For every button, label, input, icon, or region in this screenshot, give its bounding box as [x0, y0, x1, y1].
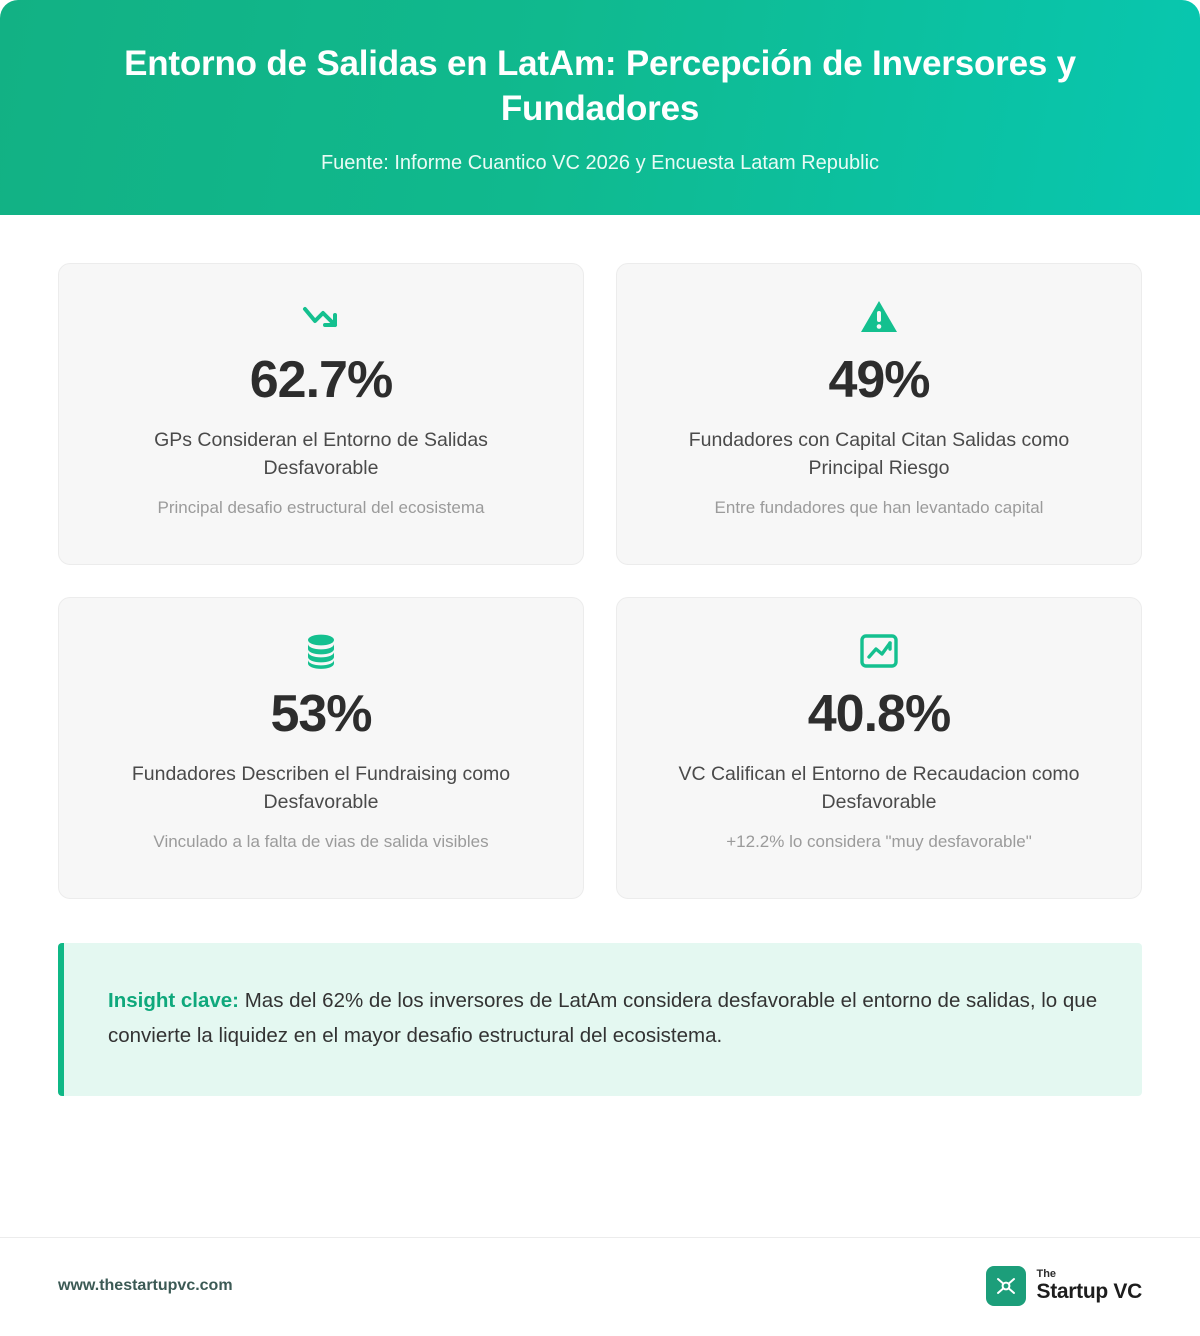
stat-card-grid [0, 215, 1200, 899]
stat-note: Vinculado a la falta de vias de salida visibles [153, 832, 489, 852]
page-title: Entorno de Salidas en LatAm: Percepción de Inversores y Fundadores [124, 44, 1076, 128]
footer-website-url[interactable]: www.thestartupvc.com [58, 1277, 233, 1294]
stat-card [58, 263, 584, 565]
insight-text [108, 983, 1098, 1055]
stat-value: 62.7% [249, 350, 393, 409]
line-chart-icon [858, 628, 900, 674]
stat-value: 40.8% [807, 684, 951, 743]
stat-label: Fundadores Describen el Fundraising como Desfavorable [131, 762, 511, 813]
insight-body: Mas del 62% de los inversores de LatAm considera desfavorable el entorno de salidas, lo que convierte la liquidez en el mayor desafio estructural del ecosistema. [108, 988, 1098, 1048]
brand-the: The [1036, 1268, 1057, 1281]
stat-card [616, 597, 1142, 899]
coins-icon [300, 628, 342, 674]
warning-triangle-icon [859, 294, 899, 340]
stat-note: +12.2% lo considera "muy desfavorable" [726, 832, 1032, 852]
header [0, 0, 1200, 215]
stat-value: 49% [828, 350, 930, 409]
page-subtitle: Fuente: Informe Cuantico VC 2026 y Encuesta Latam Republic [320, 151, 880, 174]
stat-note: Entre fundadores que han levantado capital [714, 498, 1044, 518]
stat-card [616, 263, 1142, 565]
trend-down-icon [299, 294, 343, 340]
insight-tag: Insight clave: [108, 988, 240, 1012]
stat-label: VC Califican el Entorno de Recaudacion como Desfavorable [678, 762, 1080, 813]
stat-label: GPs Consideran el Entorno de Salidas Desfavorable [154, 428, 488, 479]
stat-value: 53% [270, 684, 372, 743]
brand-logo [986, 1266, 1142, 1306]
stat-label: Fundadores con Capital Citan Salidas como Principal Riesgo [688, 428, 1070, 479]
footer [0, 1237, 1200, 1336]
stat-note: Principal desafio estructural del ecosistema [157, 498, 485, 518]
key-insight-callout [58, 943, 1142, 1097]
stat-card [58, 597, 584, 899]
brand-name: Startup VC [1036, 1279, 1142, 1303]
startup-vc-mark-icon [986, 1266, 1026, 1306]
brand-text [1036, 1269, 1142, 1303]
